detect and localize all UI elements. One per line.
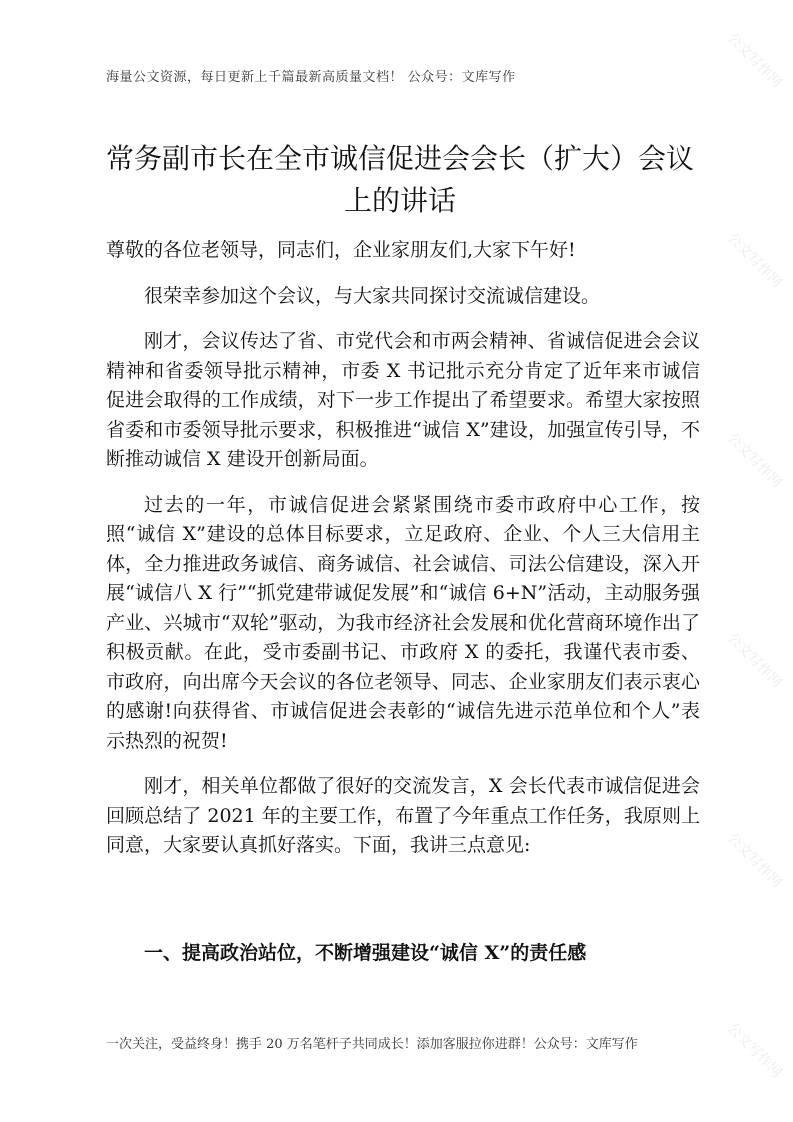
paragraph-2: 刚才，会议传达了省、市党代会和市两会精神、省诚信促进会会议精神和省委领导批示精神，市委 X 书记批示充分肯定了近年来市诚信促进会取得的工作成绩，对下一步工作提出了希望要求。希望大家按照省委和市委领导批示要求，积极推进“诚信 X”建设，加强宣传引导，不断推动诚信 X 建设开创新局面。 [106,330,700,470]
paragraph-3: 过去的一年，市诚信促进会紧紧围绕市委市政府中心工作，按照“诚信 X”建设的总体目标要求，立足政府、企业、个人三大信用主体，全力推进政务诚信、商务诚信、社会诚信、司法公信建设，深入开展“诚信八 X 行”“抓党建带诚促发展”和“诚信 6+N”活动，主动服务强产业、兴城市“双轮”驱动，为我市经济社会发展和优化营商环境作出了积极贡献。在此，受市委副书记、市政府 X 的委托，我谨代表市委、市政府，向出席今天会议的各位老领导、同志、企业家朋友们表示衷心的感谢!向获得省、市诚信促进会表彰的“诚信先进示范单位和个人”表示热烈的祝贺! [106,493,700,752]
watermark: 公文写作网 [723,430,785,492]
salutation: 尊敬的各位老领导，同志们，企业家朋友们,大家下午好! [106,239,576,261]
document-body [106,236,700,877]
paragraph-4: 刚才，相关单位都做了很好的交流发言，X 会长代表市诚信促进会回顾总结了 2021 年的主要工作，布置了今年重点工作任务，我原则上同意，大家要认真抓好落实。下面，我讲三点意见: [106,775,700,856]
footer-note: 一次关注，受益终身！携手 20 万名笔杆子共同成长！添加客服拉你进群！公众号：文库写作 [106,1037,638,1052]
watermark: 公文写作网 [723,630,785,692]
watermark: 公文写作网 [723,30,785,92]
section-heading: 一、提高政治站位，不断增强建设“诚信 X”的责任感 [144,942,587,964]
watermark: 公文写作网 [723,1020,785,1082]
header-note: 海量公文资源，每日更新上千篇最新高质量文档！ 公众号：文库写作 [106,70,516,85]
paragraph-1: 很荣幸参加这个会议，与大家共同探讨交流诚信建设。 [144,284,601,307]
watermark: 公文写作网 [723,230,785,292]
watermark: 公文写作网 [723,830,785,892]
page-title: 常务副市长在全市诚信促进会会长（扩大）会议上的讲话 [105,142,694,217]
